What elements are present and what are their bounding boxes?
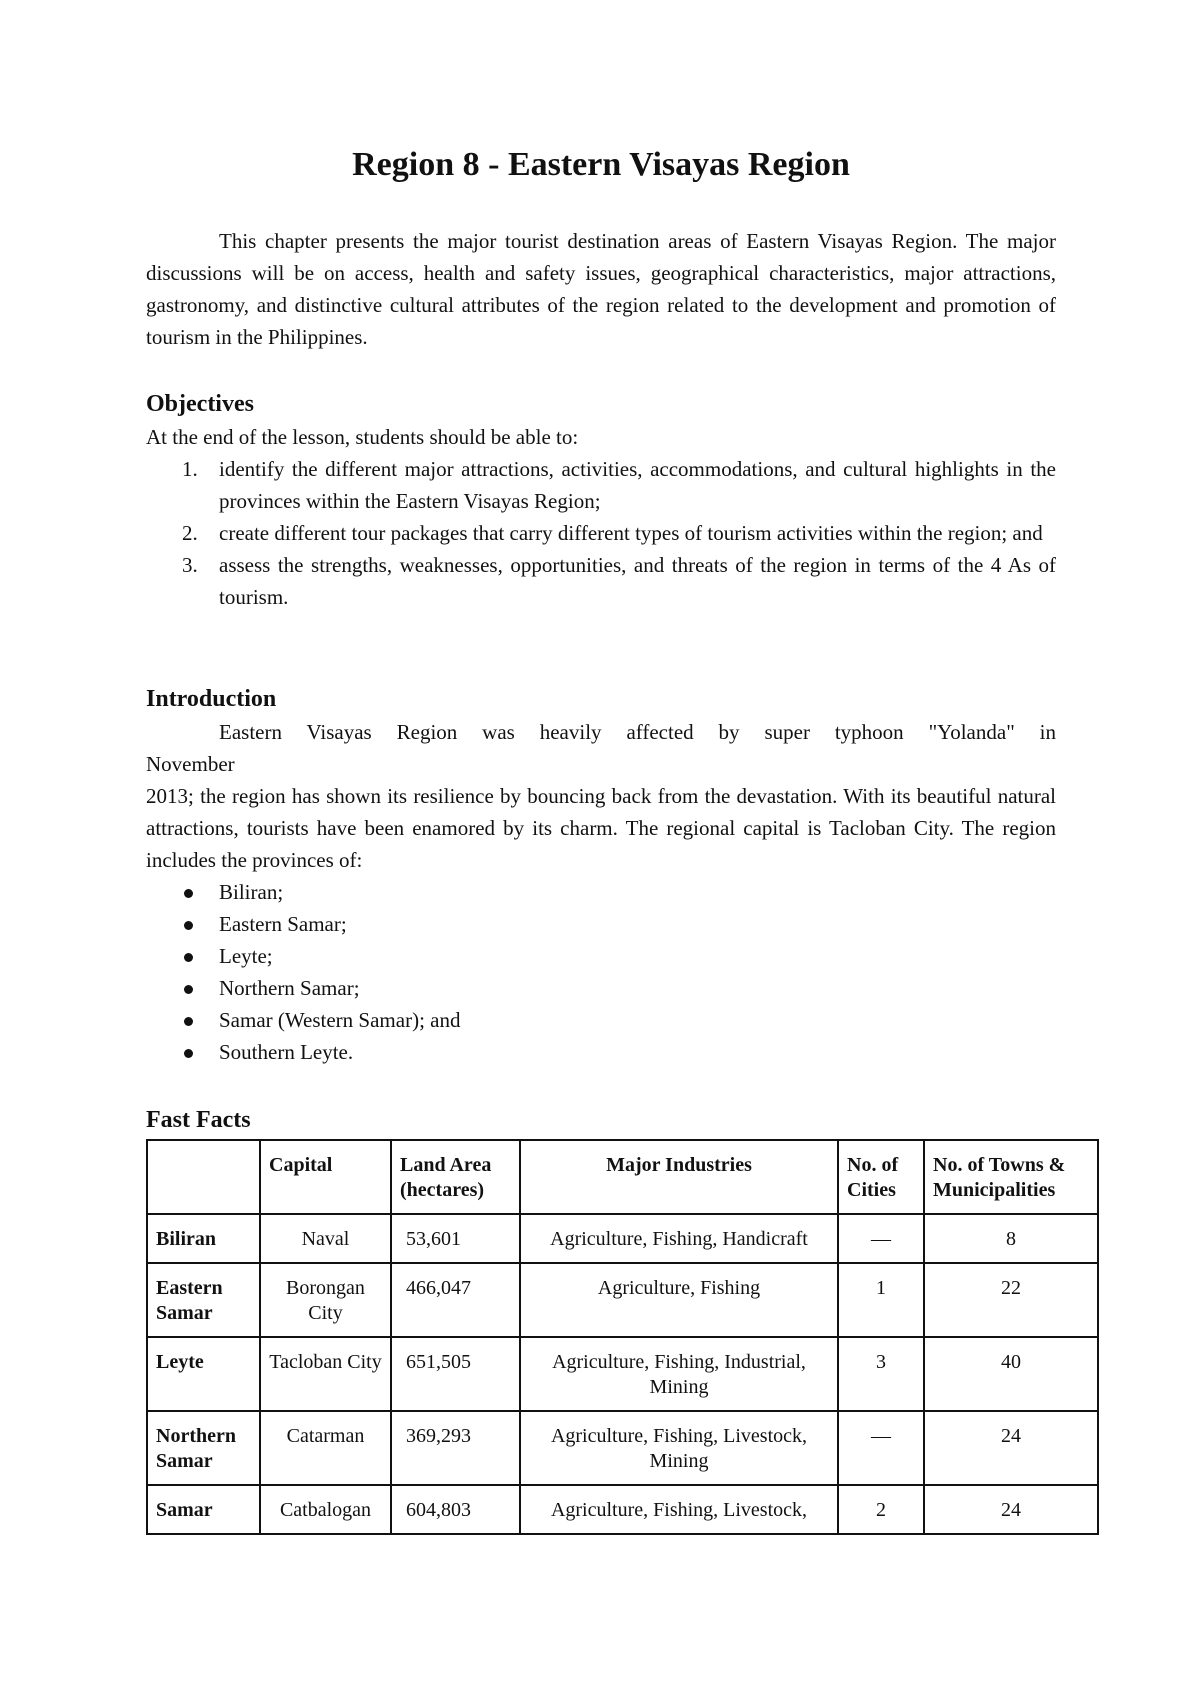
objective-item — [146, 453, 1056, 517]
province-cell: Leyte — [147, 1337, 260, 1411]
cities-cell: — — [838, 1214, 924, 1263]
industries-cell: Agriculture, Fishing, Livestock, — [520, 1485, 838, 1534]
objective-number: 3. — [182, 553, 198, 577]
objective-text: assess the strengths, weaknesses, opportunities, and threats of the region in terms of the 4 As of tourism. — [219, 553, 1056, 609]
industries-cell: Agriculture, Fishing — [520, 1263, 838, 1337]
province-cell: Northern Samar — [147, 1411, 260, 1485]
cities-cell: 2 — [838, 1485, 924, 1534]
cities-cell: — — [838, 1411, 924, 1485]
capital-cell: Naval — [260, 1214, 391, 1263]
objectives-lead: At the end of the lesson, students should be able to: — [146, 425, 579, 449]
bullet-icon — [184, 889, 193, 898]
capital-cell: Borongan City — [260, 1263, 391, 1337]
industries-cell: Agriculture, Fishing, Handicraft — [520, 1214, 838, 1263]
bullet-icon — [184, 921, 193, 930]
province-name: Leyte; — [219, 944, 273, 968]
chapter-intro-paragraph: This chapter presents the major tourist destination areas of Eastern Visayas Region. The major discussions will be on access, health and safety issues, geographical characteristics, major attractions, gastronomy, and distinctive cultural attributes of the region related to the development and promotion of tourism in the Philippines. — [146, 229, 1056, 349]
table-row — [147, 1485, 1098, 1534]
land-area-cell: 466,047 — [391, 1263, 520, 1337]
introduction-line-1: Eastern Visayas Region was heavily affected by super typhoon "Yolanda" in — [219, 720, 1056, 744]
objectives-list — [146, 453, 1056, 613]
header-cell-towns: No. of Towns & Municipalities — [924, 1140, 1098, 1214]
province-list-item — [146, 876, 1056, 908]
province-cell: Biliran — [147, 1214, 260, 1263]
table-row — [147, 1337, 1098, 1411]
objective-item — [146, 517, 1056, 549]
industries-cell: Agriculture, Fishing, Livestock, Mining — [520, 1411, 838, 1485]
introduction-body — [146, 716, 1056, 876]
capital-cell: Tacloban City — [260, 1337, 391, 1411]
province-list-item — [146, 1004, 1056, 1036]
bullet-icon — [184, 953, 193, 962]
towns-cell: 24 — [924, 1411, 1098, 1485]
towns-cell: 40 — [924, 1337, 1098, 1411]
province-list-item — [146, 1036, 1056, 1068]
table-row — [147, 1214, 1098, 1263]
towns-cell: 24 — [924, 1485, 1098, 1534]
land-area-cell: 604,803 — [391, 1485, 520, 1534]
page-title: Region 8 - Eastern Visayas Region — [352, 146, 850, 183]
capital-cell: Catbalogan — [260, 1485, 391, 1534]
objective-number: 1. — [182, 457, 198, 481]
fast-facts-table — [146, 1139, 1099, 1535]
province-name: Eastern Samar; — [219, 912, 347, 936]
province-list-item — [146, 940, 1056, 972]
capital-cell: Catarman — [260, 1411, 391, 1485]
table-row — [147, 1411, 1098, 1485]
province-list-item — [146, 908, 1056, 940]
towns-cell: 22 — [924, 1263, 1098, 1337]
objective-number: 2. — [182, 521, 198, 545]
province-name: Biliran; — [219, 880, 284, 904]
header-cell-capital: Capital — [260, 1140, 391, 1214]
header-cell-cities: No. of Cities — [838, 1140, 924, 1214]
objective-text: create different tour packages that carry different types of tourism activities within the region; and — [219, 521, 1043, 545]
fast-facts-heading: Fast Facts — [146, 1107, 251, 1133]
introduction-line-2: November — [146, 752, 235, 776]
header-cell-land-area: Land Area (hectares) — [391, 1140, 520, 1214]
bullet-icon — [184, 1017, 193, 1026]
province-name: Northern Samar; — [219, 976, 360, 1000]
table-header-row — [147, 1140, 1098, 1214]
bullet-icon — [184, 985, 193, 994]
land-area-cell: 53,601 — [391, 1214, 520, 1263]
province-cell: Samar — [147, 1485, 260, 1534]
bullet-icon — [184, 1049, 193, 1058]
towns-cell: 8 — [924, 1214, 1098, 1263]
objectives-heading: Objectives — [146, 391, 254, 417]
cities-cell: 1 — [838, 1263, 924, 1337]
province-list-item — [146, 972, 1056, 1004]
header-cell-province — [147, 1140, 260, 1214]
provinces-list — [146, 876, 1056, 1068]
objective-text: identify the different major attractions, activities, accommodations, and cultural highlights in the provinces within the Eastern Visayas Region; — [219, 457, 1056, 513]
cities-cell: 3 — [838, 1337, 924, 1411]
table-row — [147, 1263, 1098, 1337]
province-cell: Eastern Samar — [147, 1263, 260, 1337]
industries-cell: Agriculture, Fishing, Industrial, Mining — [520, 1337, 838, 1411]
header-cell-major-industries: Major Industries — [520, 1140, 838, 1214]
introduction-heading: Introduction — [146, 686, 277, 712]
province-name: Southern Leyte. — [219, 1040, 354, 1064]
introduction-paragraph: 2013; the region has shown its resilience by bouncing back from the devastation. With its beautiful natural attractions, tourists have been enamored by its charm. The regional capital is Tacloban City. The region includes the provinces of: — [146, 784, 1056, 872]
land-area-cell: 651,505 — [391, 1337, 520, 1411]
province-name: Samar (Western Samar); and — [219, 1008, 461, 1032]
objective-item — [146, 549, 1056, 613]
land-area-cell: 369,293 — [391, 1411, 520, 1485]
